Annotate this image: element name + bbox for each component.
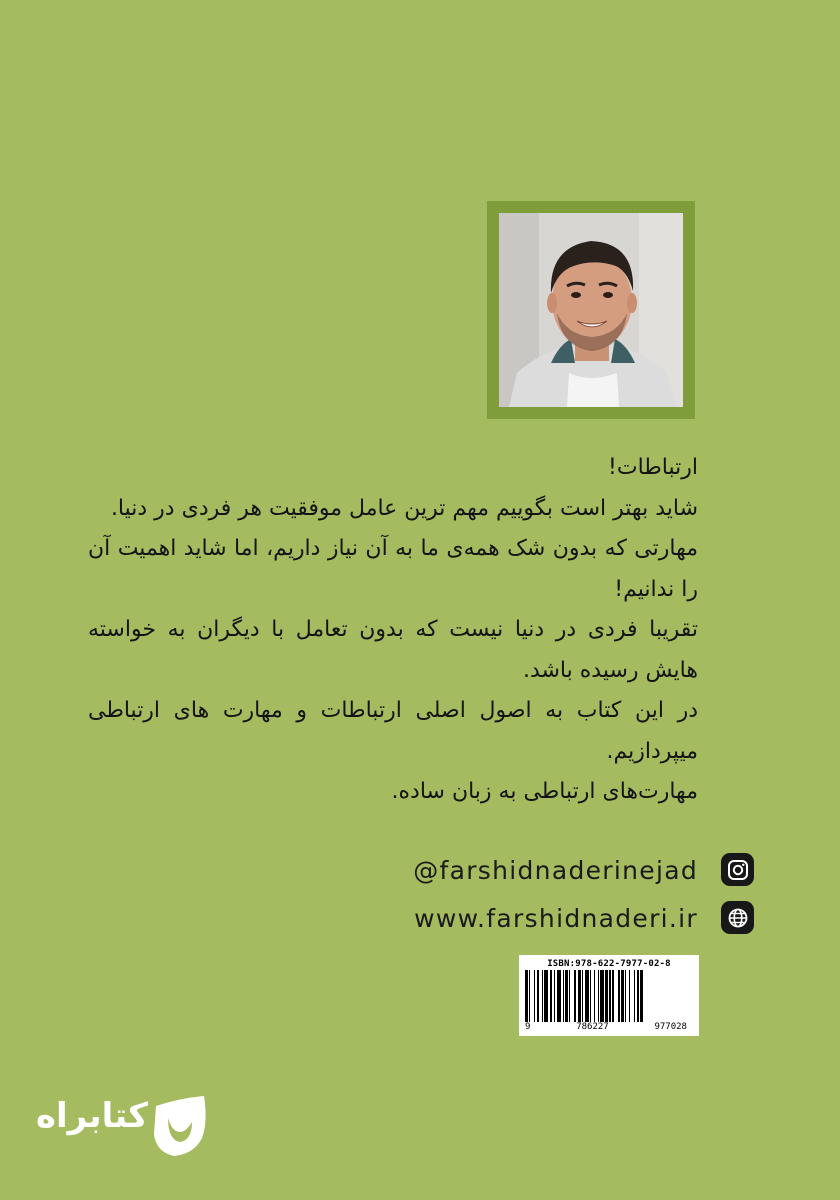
isbn-number: ISBN:978-622-7977-02-8 [547, 959, 671, 969]
barcode-digits [525, 1022, 693, 1032]
instagram-icon [721, 853, 754, 886]
barcode-lead-digit: 9 [525, 1022, 531, 1032]
isbn-barcode [519, 955, 699, 1036]
book-leaf-logo-icon [150, 1092, 210, 1158]
blurb-line: تقریبا فردی در دنیا نیست که بدون تعامل با دیگران به خواسته هایش رسیده باشد. [88, 617, 698, 683]
barcode-bars [525, 970, 693, 1022]
author-photo [499, 213, 683, 407]
barcode-bar [643, 970, 644, 1022]
blurb-line: در این کتاب به اصول اصلی ارتباطات و مهارت های ارتباطی میپردازیم. [88, 698, 698, 764]
publisher-logo [35, 1092, 210, 1160]
website-contact[interactable] [414, 900, 698, 936]
back-cover-blurb [88, 448, 698, 813]
author-photo-frame [487, 201, 695, 419]
barcode-left-digits: 786227 [576, 1022, 609, 1032]
blurb-line: مهارتی که بدون شک همه‌ی ما به آن نیاز داریم، اما شاید اهمیت آن را ندانیم! [88, 536, 698, 602]
website-url[interactable]: www.farshidnaderi.ir [414, 903, 698, 933]
instagram-contact[interactable] [413, 852, 698, 888]
blurb-line: مهارت‌های ارتباطی به زبان ساده. [391, 779, 698, 804]
globe-icon [721, 901, 754, 934]
blurb-line: شاید بهتر است بگوییم مهم ترین عامل موفقیت هر فردی در دنیا. [110, 495, 698, 521]
publisher-logo-text: کتابراه [35, 1096, 148, 1136]
instagram-handle[interactable]: @farshidnaderinejad [413, 855, 698, 885]
barcode-right-digits: 977028 [654, 1022, 687, 1032]
blurb-line: ارتباطات! [608, 455, 698, 480]
